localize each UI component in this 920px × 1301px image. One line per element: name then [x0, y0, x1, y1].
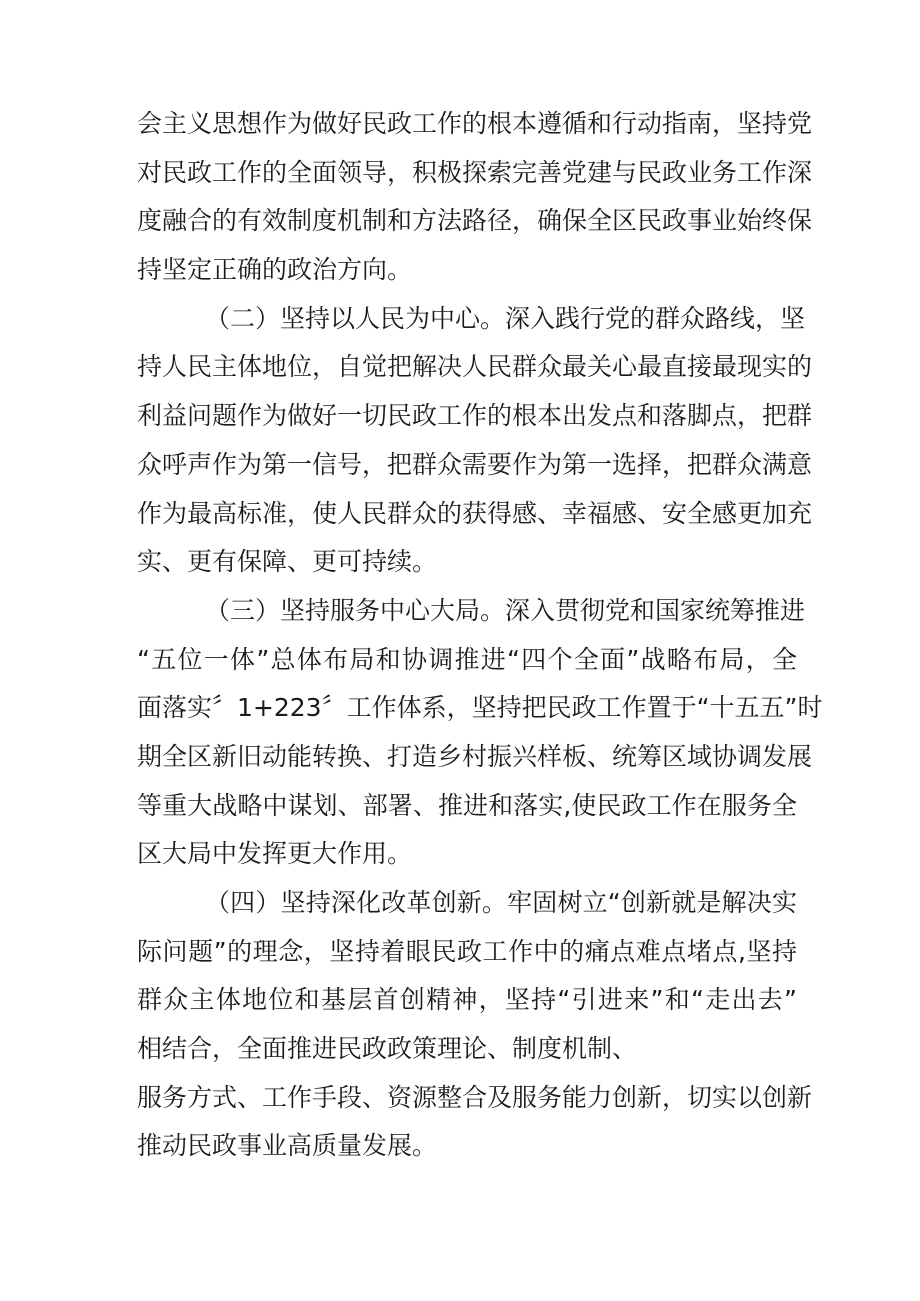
paragraph-2-line-3: 利益问题作为做好一切民政工作的根本出发点和落脚点，把群 — [137, 401, 813, 431]
paragraph-4-line-6: 推动民政事业高质量发展。 — [137, 1131, 438, 1161]
paragraph-4-line-2: 际问题”的理念，坚持着眼民政工作中的痛点难点堵点,坚持 — [137, 936, 797, 966]
paragraph-4-line-5: 服务方式、工作手段、资源整合及服务能力创新，切实以创新 — [137, 1082, 813, 1112]
paragraph-3-line-6: 区大局中发挥更大作用。 — [137, 839, 413, 869]
paragraph-1-line-3: 度融合的有效制度机制和方法路径，确保全区民政事业始终保 — [137, 206, 813, 236]
paragraph-1-line-2: 对民政工作的全面领导，积极探索完善党建与民政业务工作深 — [137, 157, 813, 187]
paragraph-3-line-1: （三）坚持服务中心大局。深入贯彻党和国家统筹推进 — [205, 595, 806, 625]
paragraph-2-line-4: 众呼声作为第一信号，把群众需要作为第一选择，把群众满意 — [137, 449, 813, 479]
paragraph-4-line-3: 群众主体地位和基层首创精神，坚持“引进来”和“走出去” — [137, 985, 797, 1015]
paragraph-2-line-6: 实、更有保障、更可持续。 — [137, 547, 438, 577]
paragraph-2-line-1: （二）坚持以人民为中心。深入践行党的群众路线，坚 — [205, 303, 806, 333]
paragraph-4-line-4: 相结合，全面推进民政政策理论、制度机制、 — [137, 1034, 638, 1064]
paragraph-3-line-5: 等重大战略中谋划、部署、推进和落实,使民政工作在服务全 — [137, 790, 797, 820]
paragraph-1-line-1: 会主义思想作为做好民政工作的根本遵循和行动指南，坚持党 — [137, 109, 813, 138]
paragraph-2-line-2: 持人民主体地位，自觉把解决人民群众最关心最直接最现实的 — [137, 352, 813, 382]
paragraph-3-line-2: “五位一体”总体布局和协调推进“四个全面”战略布局，全 — [137, 644, 797, 674]
paragraph-2-line-5: 作为最高标准，使人民群众的获得感、幸福感、安全感更加充 — [137, 498, 813, 528]
paragraph-1-line-4: 持坚定正确的政治方向。 — [137, 255, 413, 285]
paragraph-4-line-1: （四）坚持深化改革创新。牢固树立“创新就是解决实 — [205, 888, 797, 917]
document-body — [137, 100, 823, 1171]
paragraph-3-line-3: 面落实〞1+223〞工作体系，坚持把民政工作置于“十五五”时 — [137, 693, 823, 723]
paragraph-3-line-4: 期全区新旧动能转换、打造乡村振兴样板、统筹区域协调发展 — [137, 741, 813, 771]
